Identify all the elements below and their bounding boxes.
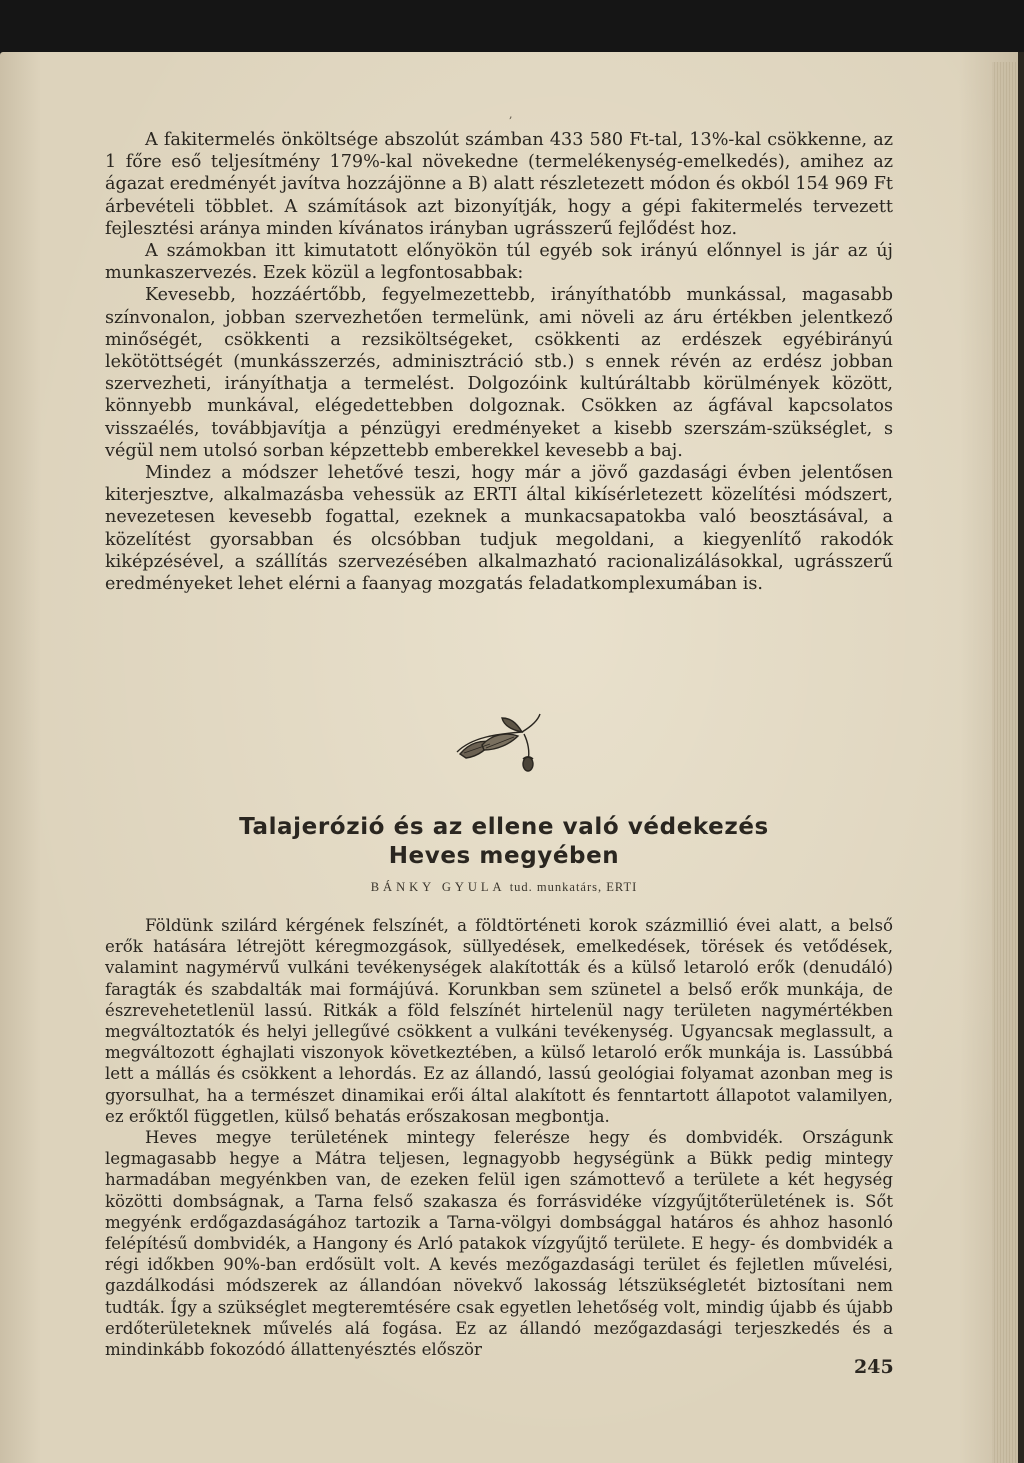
paragraph: Heves megye területének mintegy felerésze hegy és dombvidék. Országunk legmagasabb hegye a Mátra teljesen, legnagyobb hegységünk a Bükk pedig mintegy harmadában megyénkben van, de ezeken felül igen számottevő a területe a két hegység közötti dombságnak, a Tarna felső szakasza és forrásvidéke vízgyűjtőterületének is. Sőt megyénk erdőgazdaságához tartozik a Tarna-völgyi dombsággal határos és ahhoz hasonló felépítésű dombvidék, a Hangony és Arló patakok vízgyűjtő területe. E hegy- és dombvidék a régi időkben 90%-ban erdősült volt. A kevés mezőgazdasági terület és fejletlen művelési, gazdálkodási módszerek az állandóan növekvő lakosság létszükségletét biztosítani nem tudták. Így a szükséglet megteremtésére csak egyetlen lehetőség volt, mindig újabb és újabb erdőterületeknek művelés alá fogása. Ez az állandó mezőgazdasági terjeszkedés és a mindinkább fokozódó állattenyésztés először [105, 1128, 893, 1360]
article-continuation [105, 129, 893, 595]
scan-right-border [1018, 52, 1024, 1463]
page-number: 245 [854, 1356, 894, 1378]
stray-mark: , [509, 108, 513, 121]
paragraph: Kevesebb, hozzáértőbb, fegyelmezettebb, irányíthatóbb munkással, magasabb színvonalon, jobban szervezhetően termelünk, ami növeli az áru értékben jelentkező minőségét, csökkenti a rezsiköltségeket, csökkenti az erdészek egyébirányú lekötöttségét (munkásszerzés, adminisztráció stb.) s ennek révén az erdész jobban szervezheti, irányíthatja a termelést. Dolgozóink kultúráltabb körülmények között, könnyebb munkával, elégedettebben dolgoznak. Csökken az ágfával kapcsolatos visszaélés, továbbjavítja a pénzügyi eredményeket a kisebb szerszám-szükséglet, s végül nem utolsó sorban képzettebb emberekkel kevesebb a baj. [105, 285, 893, 461]
page-stack-edge [992, 62, 1020, 1463]
article-body [105, 915, 893, 1360]
article-title-subline: Heves megyében [388, 843, 620, 869]
paragraph: Földünk szilárd kérgének felszínét, a földtörténeti korok százmillió évei alatt, a belső erők hatására létrejött kéregmozgások, süllyedések, emelkedések, törések és vetődések, valamint nagymérvű vulkáni tevékenységek alakították és a külső letaroló erők (denudáló) faragták és szabdalták mai formájúvá. Korunkban sem szünetel a belső erők munkája, de észrevehetetlenül lassú. Ritkák a föld felszínét hirtelenül nagy területen nagymértékben megváltoztatók és helyi jellegűvé csökkent a vulkáni tevékenység. Ugyancsak meglassult, a megváltozott éghajlati viszonyok következtében, a külső letaroló erők munkája is. Lassúbbá lett a mállás és csökkent a lehordás. Ez az állandó, lassú geológiai folyamat azonban meg is gyorsulhat, ha a természet dinamikai erői által alakított és fenntartott állapotot valamilyen, ez erőktől független, külső behatás erőszakosan megbontja. [105, 916, 893, 1126]
paragraph: A számokban itt kimutatott előnyökön túl egyéb sok irányú előnnyel is jár az új munkaszervezés. Ezek közül a legfontosabbak: [105, 241, 893, 284]
paragraph: A fakitermelés önköltsége abszolút számban 433 580 Ft-tal, 13%-kal csökkenne, az 1 főre eső teljesítmény 179%-kal növekedne (termelékenység-emelkedés), amihez az ágazat eredményét javítva hozzájönne a B) alatt részletezett módon és okból 154 969 Ft árbevételi többlet. A számítások azt bizonyítják, hogy a gépi fakitermelés tervezett fejlesztési aránya minden kívánatos irányban ugrásszerű fejlődést hoz. [105, 130, 893, 239]
oak-leaf-acorn-ornament-icon [452, 712, 552, 772]
article-title: Talajerózió és az ellene való védekezés [239, 814, 769, 840]
author-role: tud. munkatárs, ERTI [509, 880, 638, 894]
paragraph: Mindez a módszer lehetővé teszi, hogy már a jövő gazdasági évben jelentősen kiterjesztve, alkalmazásba vehessük az ERTI által kikísérletezett közelítési módszert, nevezetesen kevesebb fogattal, ezeknek a munkacsapatokba való beosztásával, a közelítést gyorsabban és olcsóbban tudjuk megoldani, a kiegyenlítő rakodók kiképzésével, a szállítás szervezésében alkalmazható racionalizálásokkal, ugrásszerű eredményeket lehet elérni a faanyag mozgatás feladatkomplexumában is. [105, 463, 893, 595]
author-name: BÁNKY GYULA [370, 880, 506, 894]
author-byline [110, 880, 898, 895]
